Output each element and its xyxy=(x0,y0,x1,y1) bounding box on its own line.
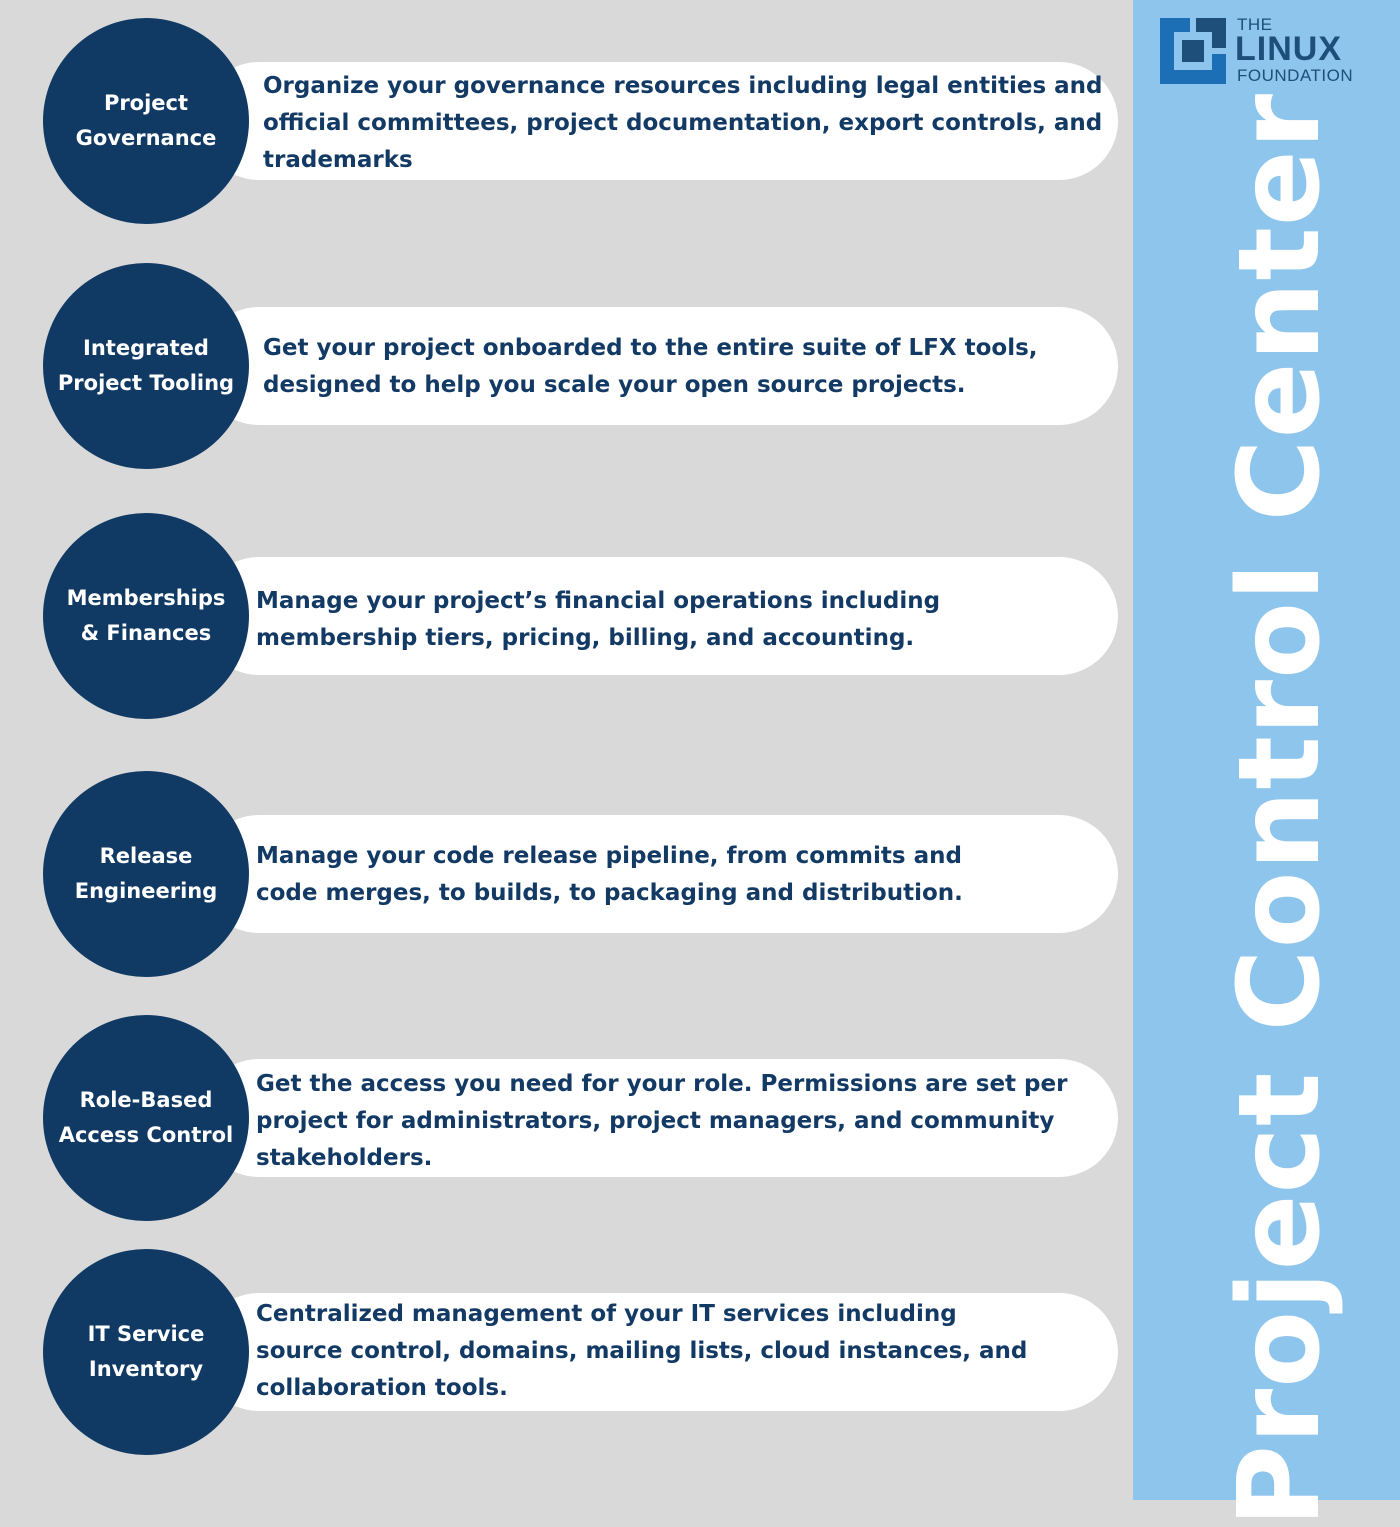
feature-label-circle xyxy=(43,263,249,469)
feature-label: Project Governance xyxy=(75,91,217,150)
page-title: Project Control Center xyxy=(1215,92,1345,1527)
feature-label-circle xyxy=(43,18,249,224)
feature-label-circle xyxy=(43,513,249,719)
feature-description: Manage your code release pipeline, from commits and code merges, to builds, to packaging and distribution. xyxy=(256,843,963,906)
feature-label-circle xyxy=(43,1015,249,1221)
feature-description: Get the access you need for your role. Permissions are set per project for administrators, project managers, and community stakeholders. xyxy=(256,1071,1068,1171)
logo-text-foundation: FOUNDATION xyxy=(1237,66,1354,85)
feature-description: Centralized management of your IT services including source control, domains, mailing lists, cloud instances, and collaboration tools. xyxy=(256,1301,1028,1401)
linux-foundation-logo xyxy=(1160,16,1365,88)
feature-label: Release Engineering xyxy=(74,844,218,903)
feature-label: Memberships & Finances xyxy=(66,586,226,645)
logo-text-the: THE xyxy=(1237,15,1273,34)
feature-label-circle xyxy=(43,1249,249,1455)
feature-description: Organize your governance resources including legal entities and official committees, project documentation, export controls, and trademarks xyxy=(263,73,1103,173)
feature-label-circle xyxy=(43,771,249,977)
feature-description: Get your project onboarded to the entire suite of LFX tools, designed to help you scale your open source projects. xyxy=(263,335,1038,398)
feature-label: IT Service Inventory xyxy=(87,1322,205,1381)
logo-text-linux: LINUX xyxy=(1235,30,1342,68)
feature-label: Integrated Project Tooling xyxy=(57,336,235,395)
feature-description: Manage your project’s financial operations including membership tiers, pricing, billing, and accounting. xyxy=(256,588,941,651)
feature-label: Role-Based Access Control xyxy=(58,1088,234,1147)
linux-foundation-logo-mark-icon xyxy=(1160,18,1226,84)
